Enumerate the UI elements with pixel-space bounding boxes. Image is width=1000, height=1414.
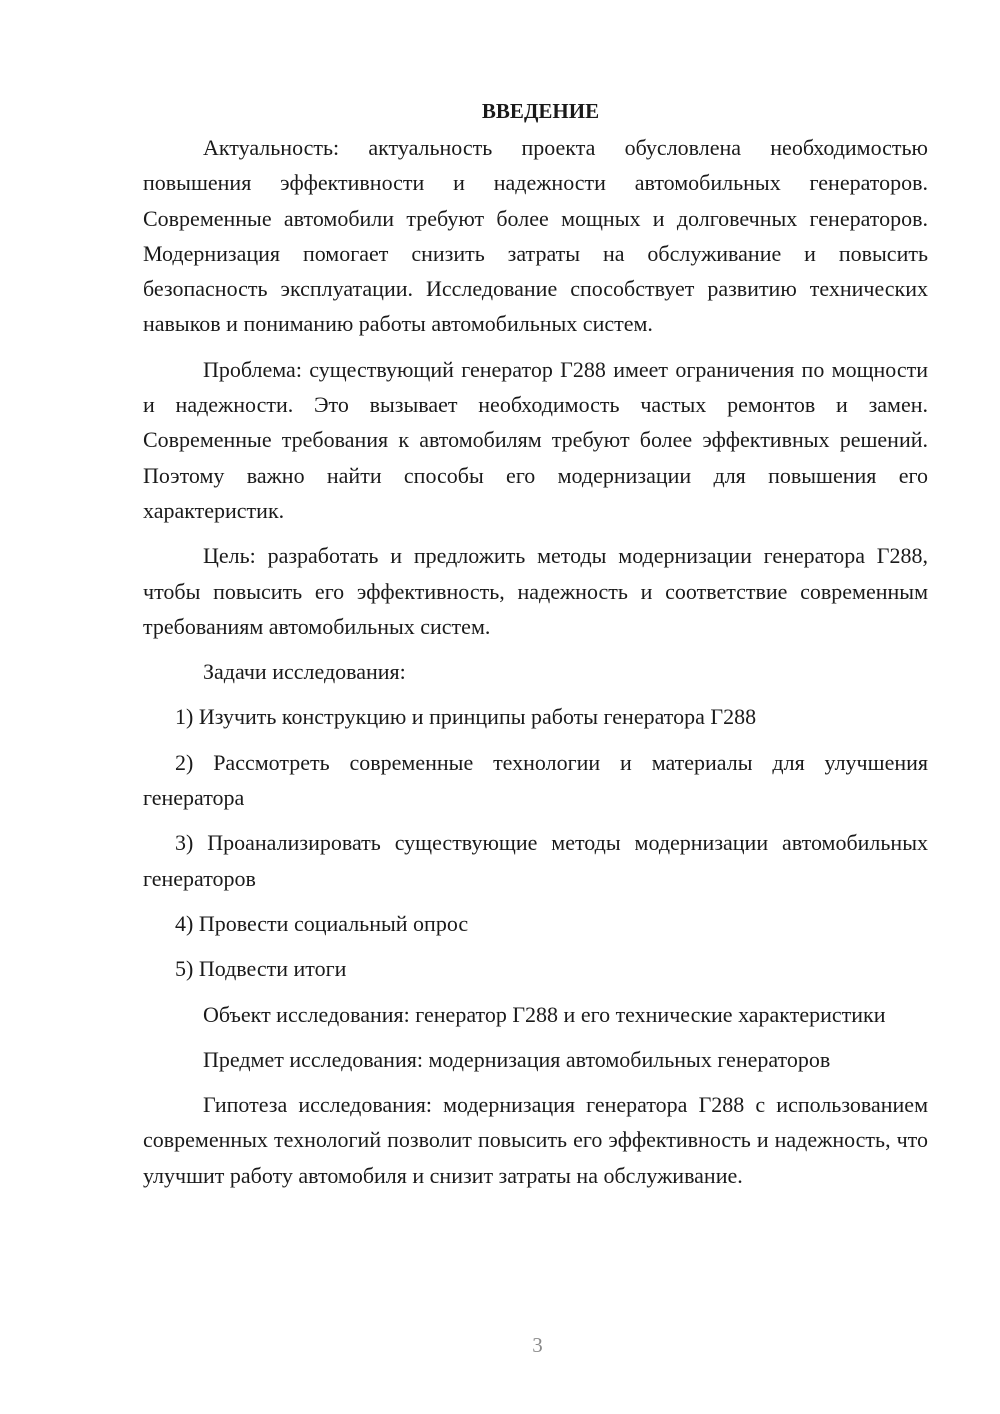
paragraph-object: Объект исследования: генератор Г288 и его технические характеристики [203, 1001, 886, 1027]
paragraph-problem: Проблема: существующий генератор Г288 имеет ограничения по мощности и надежности. Это вызывает необходимость частых ремонтов и замен. Современные требования к автомобилям требуют более эффективных решений. Поэтому важно найти способы его модернизации для повышения его характеристик. [143, 356, 928, 523]
task-item-2: 2) Рассмотреть современные технологии и материалы для улучшения генератора [143, 749, 928, 811]
task-item-4: 4) Провести социальный опрос [175, 910, 469, 936]
page-number: 3 [532, 1333, 543, 1357]
paragraph-tasks-heading: Задачи исследования: [203, 659, 406, 685]
paragraph-relevance: Актуальность: актуальность проекта обусловлена необходимостью повышения эффективности и надежности автомобильных генераторов. Современные автомобили требуют более мощных и долговечных генераторов. Модернизация помогает снизить затраты на обслуживание и повысить безопасность эксплуатации. Исследование способствует развитию технических навыков и пониманию работы автомобильных систем. [143, 135, 928, 337]
task-item-1: 1) Изучить конструкцию и принципы работы генератора Г288 [175, 704, 757, 730]
paragraph-hypothesis: Гипотеза исследования: модернизация генератора Г288 с использованием современных технологий позволит повысить его эффективность и надежность, что улучшит работу автомобиля и снизит затраты на обслуживание. [143, 1092, 928, 1188]
page-title: ВВЕДЕНИЕ [481, 99, 600, 123]
task-item-5: 5) Подвести итоги [175, 956, 347, 982]
paragraph-goal: Цель: разработать и предложить методы модернизации генератора Г288, чтобы повысить его эффективность, надежность и соответствие современным требованиям автомобильных систем. [143, 543, 928, 639]
paragraph-subject: Предмет исследования: модернизация автомобильных генераторов [203, 1046, 831, 1072]
page-content [143, 92, 928, 1203]
task-item-3: 3) Проанализировать существующие методы модернизации автомобильных генераторов [143, 830, 928, 891]
